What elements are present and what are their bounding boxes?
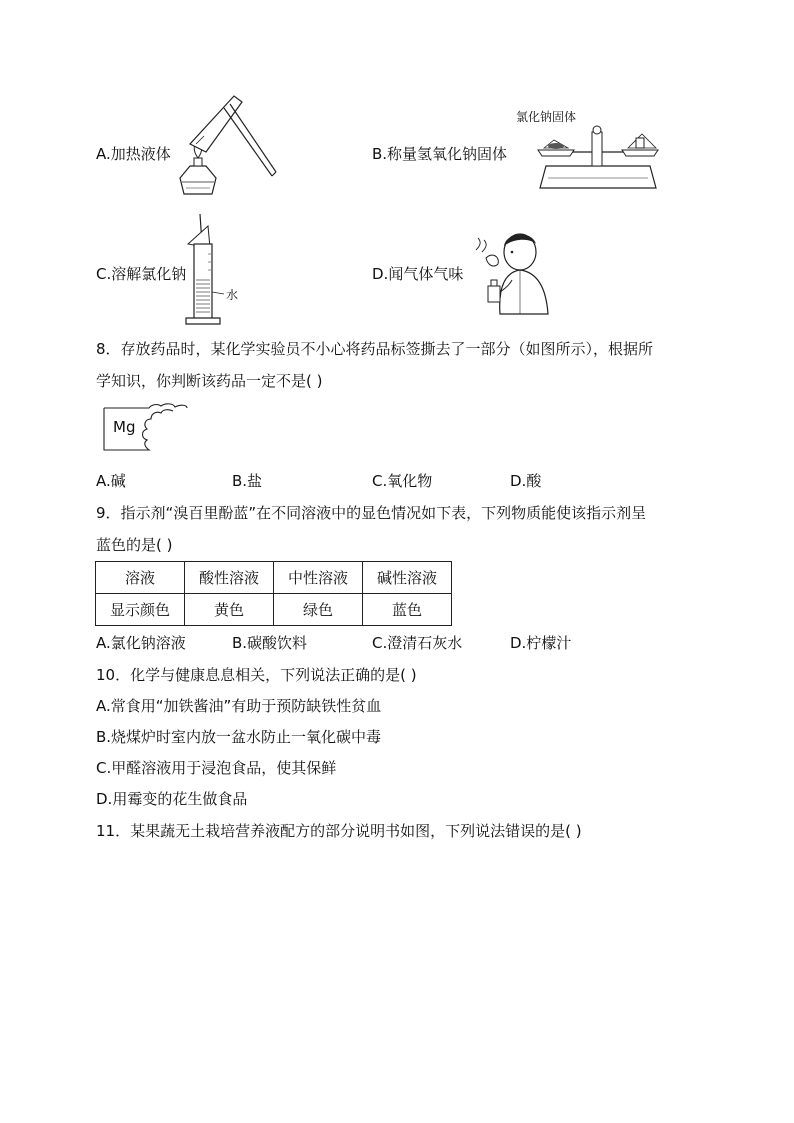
q7-option-c: C.溶解氯化钠 (96, 265, 187, 283)
q7-option-a: A.加热液体 (96, 145, 171, 163)
q9-option-d: D.柠檬汁 (510, 634, 572, 652)
q10-option-b: B.烧煤炉时室内放一盆水防止一氧化碳中毒 (96, 728, 382, 746)
label-text: Mg (113, 418, 136, 436)
balance-illustration (530, 122, 666, 192)
table-header-cell: 碱性溶液 (363, 562, 452, 594)
q8-option-b: B.盐 (232, 472, 263, 490)
heating-liquid-illustration (176, 96, 278, 200)
water-caption: 水 (226, 288, 239, 302)
q8-stem-line1: 8．存放药品时，某化学实验员不小心将药品标签撕去了一部分（如图所示），根据所 (96, 340, 654, 358)
q10-option-c: C.甲醛溶液用于浸泡食品，使其保鲜 (96, 759, 337, 777)
table-cell: 黄色 (185, 594, 274, 626)
q9-stem-line2: 蓝色的是( ) (96, 536, 173, 554)
q8-option-d: D.酸 (510, 472, 542, 490)
table-cell: 绿色 (274, 594, 363, 626)
q7-option-d: D.闻气体气味 (372, 265, 464, 283)
q9-stem-line1: 9．指示剂“溴百里酚蓝”在不同溶液中的显色情况如下表，下列物质能使该指示剂呈 (96, 504, 647, 522)
q7-option-b: B.称量氢氧化钠固体 (372, 145, 508, 163)
table-cell: 显示颜色 (96, 594, 185, 626)
table-header-cell: 中性溶液 (274, 562, 363, 594)
q10-stem: 10．化学与健康息息相关，下列说法正确的是( ) (96, 666, 417, 684)
table-row (96, 562, 452, 594)
q10-option-a: A.常食用“加铁酱油”有助于预防缺铁性贫血 (96, 697, 382, 715)
graduated-cylinder-illustration (180, 214, 240, 326)
q8-stem-line2: 学知识，你判断该药品一定不是( ) (96, 372, 323, 390)
q9-option-b: B.碳酸饮料 (232, 634, 308, 652)
smelling-gas-illustration (470, 228, 554, 314)
sodium-chloride-caption: 氯化钠固体 (516, 110, 577, 124)
q8-option-c: C.氧化物 (372, 472, 433, 490)
q9-option-a: A.氯化钠溶液 (96, 634, 186, 652)
q9-option-c: C.澄清石灰水 (372, 634, 463, 652)
q10-option-d: D.用霉变的花生做食品 (96, 790, 248, 808)
q11-stem: 11．某果蔬无土栽培营养液配方的部分说明书如图，下列说法错误的是( ) (96, 822, 582, 840)
table-cell: 蓝色 (363, 594, 452, 626)
table-header-cell: 酸性溶液 (185, 562, 274, 594)
table-header-cell: 溶液 (96, 562, 185, 594)
q8-option-a: A.碱 (96, 472, 126, 490)
indicator-color-table (95, 561, 452, 626)
table-row (96, 594, 452, 626)
